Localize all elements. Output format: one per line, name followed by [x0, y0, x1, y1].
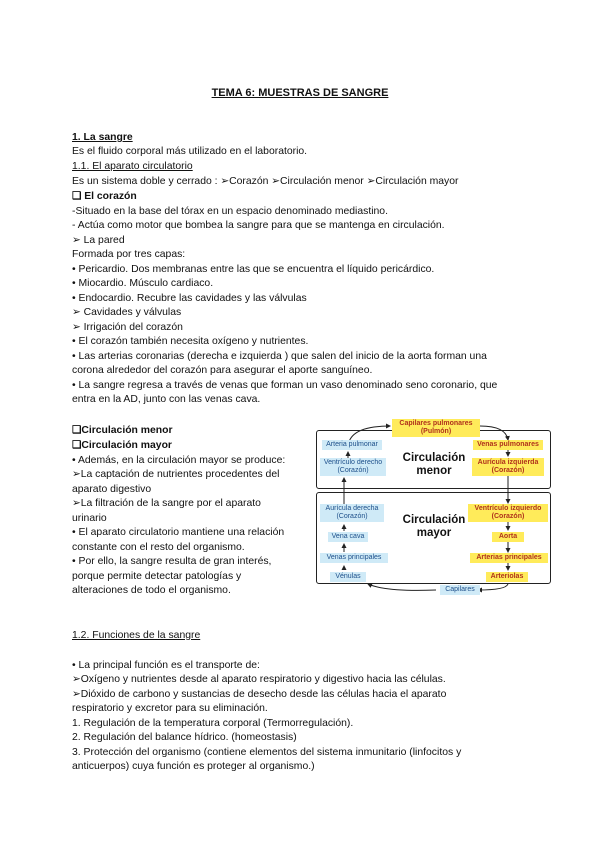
text-line: • La sangre regresa a través de venas que forman un vaso denominado seno coronario, que [72, 380, 498, 391]
label-circulacion-menor: Circulación menor [402, 452, 466, 477]
text-line: urinario [72, 513, 107, 524]
node-ventriculo-derecho: Ventrículo derecho (Corazón) [320, 458, 386, 476]
circulation-diagram [316, 418, 552, 598]
text-line: ➢ Cavidades y válvulas [72, 307, 182, 318]
node-arterias-principales: Arterias principales [470, 553, 548, 563]
subsection-heading: 1.2. Funciones de la sangre [72, 630, 201, 641]
node-auricula-izquierda: Aurícula izquierda (Corazón) [472, 458, 544, 476]
text-line: 3. Protección del organismo (contiene elementos del sistema inmunitario (linfocitos y [72, 747, 462, 758]
text-line: ➢La captación de nutrientes procedentes del [72, 469, 280, 480]
node-capilares: Capilares [440, 585, 480, 595]
text-line: ➢Oxígeno y nutrientes desde al aparato respiratorio y digestivo hacia las células. [72, 674, 446, 685]
text-line: ➢ La pared [72, 235, 125, 246]
node-venulas: Vénulas [330, 572, 366, 582]
text-line: • Las arterias coronarias (derecha e izquierda ) que salen del inicio de la aorta forman una [72, 351, 487, 362]
node-arteria-pulmonar: Arteria pulmonar [322, 440, 382, 450]
text-line: 1. Regulación de la temperatura corporal (Termorregulación). [72, 718, 354, 729]
text-line: Es un sistema doble y cerrado : ➢Corazón ➢Circulación menor ➢Circulación mayor [72, 176, 459, 187]
page-title: TEMA 6: MUESTRAS DE SANGRE [211, 87, 389, 99]
node-capilares-pulmonares: Capilares pulmonares (Pulmón) [392, 419, 480, 437]
node-arteriolas: Arteriolas [486, 572, 528, 582]
node-ventriculo-izquierdo: Ventrículo izquierdo (Corazón) [468, 504, 548, 522]
text-line: - Actúa como motor que bombea la sangre para que se mantenga en circulación. [72, 220, 445, 231]
text-line: Formada por tres capas: [72, 249, 186, 260]
node-auricula-derecha: Aurícula derecha (Corazón) [320, 504, 384, 522]
text-line: -Situado en la base del tórax en un espacio denominado mediastino. [72, 206, 388, 217]
text-line: • El aparato circulatorio mantiene una relación [72, 527, 285, 538]
subheading-corazon: ❑ El corazón [72, 191, 137, 202]
text-line: Es el fluido corporal más utilizado en el laboratorio. [72, 146, 308, 157]
label-circulacion-mayor: Circulación mayor [402, 514, 466, 539]
text-line: • Por ello, la sangre resulta de gran interés, [72, 556, 272, 567]
text-line: aparato digestivo [72, 484, 152, 495]
text-line: entra en la AD, junto con las venas cava. [72, 394, 261, 405]
node-vena-cava: Vena cava [328, 532, 368, 542]
text-line: corona alrededor del corazón para asegurar el aporte sanguíneo. [72, 365, 373, 376]
text-line: • Endocardio. Recubre las cavidades y las válvulas [72, 293, 307, 304]
text-line: • Además, en la circulación mayor se produce: [72, 455, 286, 466]
node-venas-principales: Venas principales [320, 553, 388, 563]
text-line: respiratorio y excretor para su eliminación. [72, 703, 268, 714]
text-line: • Pericardio. Dos membranas entre las que se encuentra el líquido pericárdico. [72, 264, 435, 275]
node-aorta: Aorta [492, 532, 524, 542]
text-line: ➢La filtración de la sangre por el aparato [72, 498, 261, 509]
subheading-circ-mayor: ❑Circulación mayor [72, 440, 172, 451]
node-venas-pulmonares: Venas pulmonares [473, 440, 543, 450]
text-line: constante con el resto del organismo. [72, 542, 245, 553]
text-line: alteraciones de todo el organismo. [72, 585, 231, 596]
subheading-circ-menor: ❑Circulación menor [72, 425, 173, 436]
text-line: anticuerpos) cuya función es proteger al organismo.) [72, 761, 315, 772]
text-line: 2. Regulación del balance hídrico. (homeostasis) [72, 732, 297, 743]
text-line: • Miocardio. Músculo cardiaco. [72, 278, 214, 289]
text-line: porque permite detectar patologías y [72, 571, 242, 582]
text-line: • La principal función es el transporte de: [72, 660, 260, 671]
subsection-heading: 1.1. El aparato circulatorio [72, 161, 193, 172]
text-line: • El corazón también necesita oxígeno y nutrientes. [72, 336, 309, 347]
section-heading: 1. La sangre [72, 132, 133, 143]
text-line: ➢ Irrigación del corazón [72, 322, 183, 333]
text-line: ➢Dióxido de carbono y sustancias de desecho desde las células hacia el aparato [72, 689, 447, 700]
